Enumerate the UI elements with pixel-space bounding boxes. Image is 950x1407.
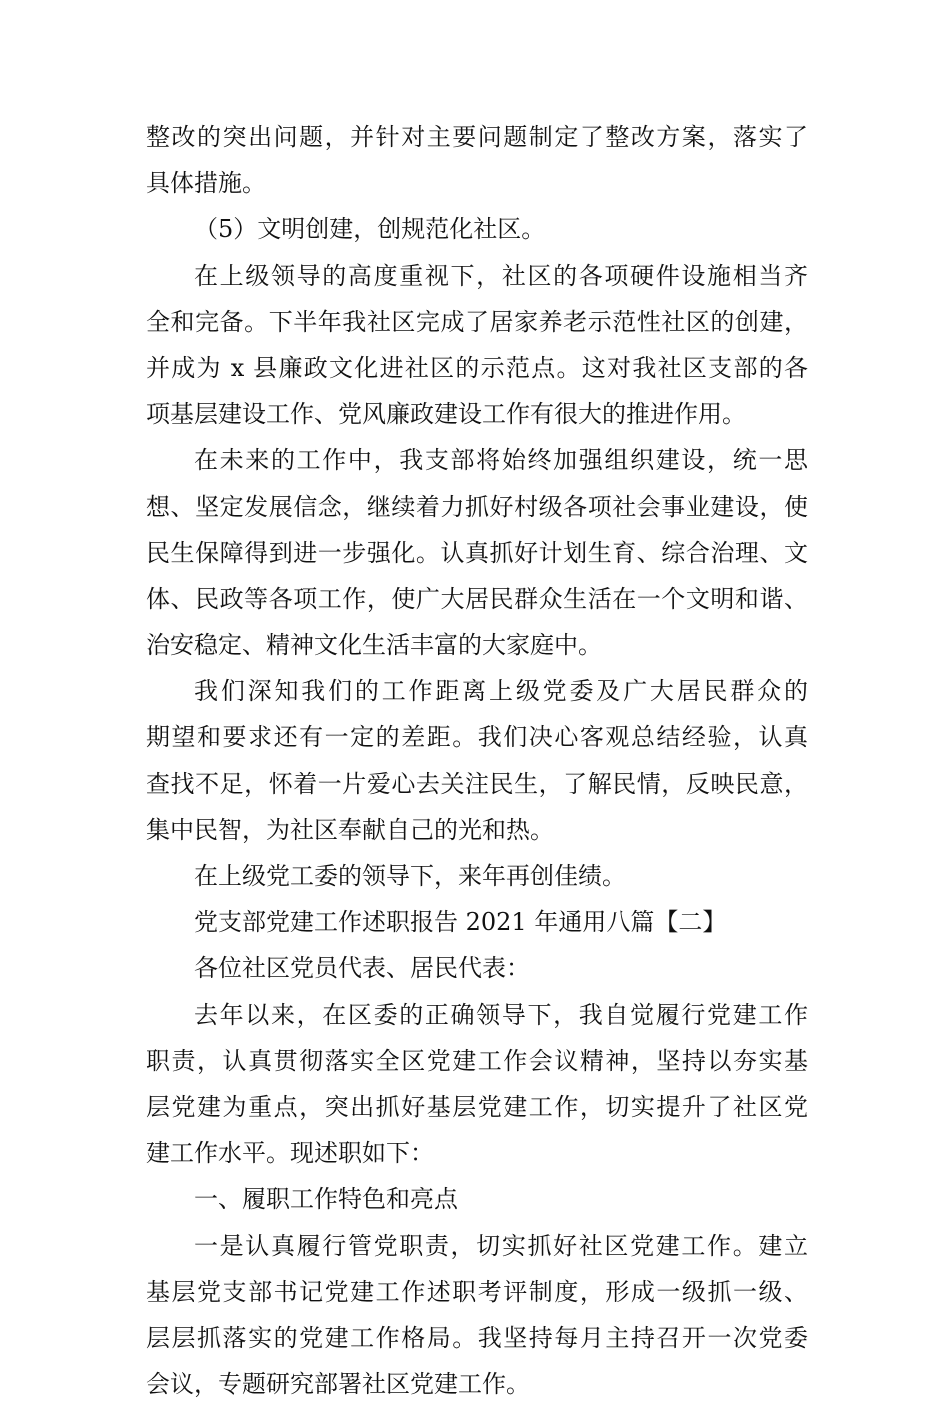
text-line: 想、坚定发展信念，继续着力抓好村级各项社会事业建设，使	[146, 492, 808, 521]
text-line: 在上级领导的高度重视下，社区的各项硬件设施相当齐	[194, 261, 808, 290]
section-heading: （5）文明创建，创规范化社区。	[194, 215, 546, 244]
text-line: 并成为 x 县廉政文化进社区的示范点。这对我社区支部的各	[146, 353, 808, 382]
text-line: 期望和要求还有一定的差距。我们决心客观总结经验，认真	[146, 723, 808, 752]
text-line: 整改的突出问题，并针对主要问题制定了整改方案，落实了	[146, 123, 808, 151]
text-line: 基层党支部书记党建工作述职考评制度，形成一级抓一级、	[146, 1277, 808, 1306]
text-line: 层层抓落实的党建工作格局。我坚持每月主持召开一次党委	[146, 1323, 808, 1352]
text-line: 治安稳定、精神文化生活丰富的大家庭中。	[146, 631, 602, 660]
text-line: 我们深知我们的工作距离上级党委及广大居民群众的	[194, 677, 808, 706]
text-line: 建工作水平。现述职如下：	[146, 1139, 434, 1168]
text-line: 在未来的工作中，我支部将始终加强组织建设，统一思	[194, 446, 808, 475]
section-heading: 一、履职工作特色和亮点	[194, 1185, 458, 1214]
text-line: 职责，认真贯彻落实全区党建工作会议精神，坚持以夯实基	[146, 1046, 808, 1075]
text-line: 全和完备。下半年我社区完成了居家养老示范性社区的创建，	[146, 307, 808, 336]
text-line: 体、民政等各项工作，使广大居民群众生活在一个文明和谐、	[146, 584, 808, 613]
text-line: 会议，专题研究部署社区党建工作。	[146, 1370, 530, 1399]
text-line: 层党建为重点，突出抓好基层党建工作，切实提升了社区党	[146, 1092, 808, 1121]
salutation: 各位社区党员代表、居民代表：	[194, 954, 530, 983]
text-line: 在上级党工委的领导下，来年再创佳绩。	[194, 862, 626, 890]
text-line: 集中民智，为社区奉献自己的光和热。	[146, 815, 554, 844]
text-line: 去年以来，在区委的正确领导下，我自觉履行党建工作	[194, 1000, 808, 1029]
text-line: 项基层建设工作、党风廉政建设工作有很大的推进作用。	[146, 400, 746, 429]
text-line: 民生保障得到进一步强化。认真抓好计划生育、综合治理、文	[146, 538, 808, 567]
report-title: 党支部党建工作述职报告 2021 年通用八篇【二】	[194, 908, 727, 937]
document-body	[146, 114, 808, 1407]
text-line: 具体措施。	[146, 169, 266, 198]
text-line: 查找不足，怀着一片爱心去关注民生，了解民情，反映民意，	[146, 769, 808, 798]
text-line: 一是认真履行管党职责，切实抓好社区党建工作。建立	[194, 1231, 808, 1260]
